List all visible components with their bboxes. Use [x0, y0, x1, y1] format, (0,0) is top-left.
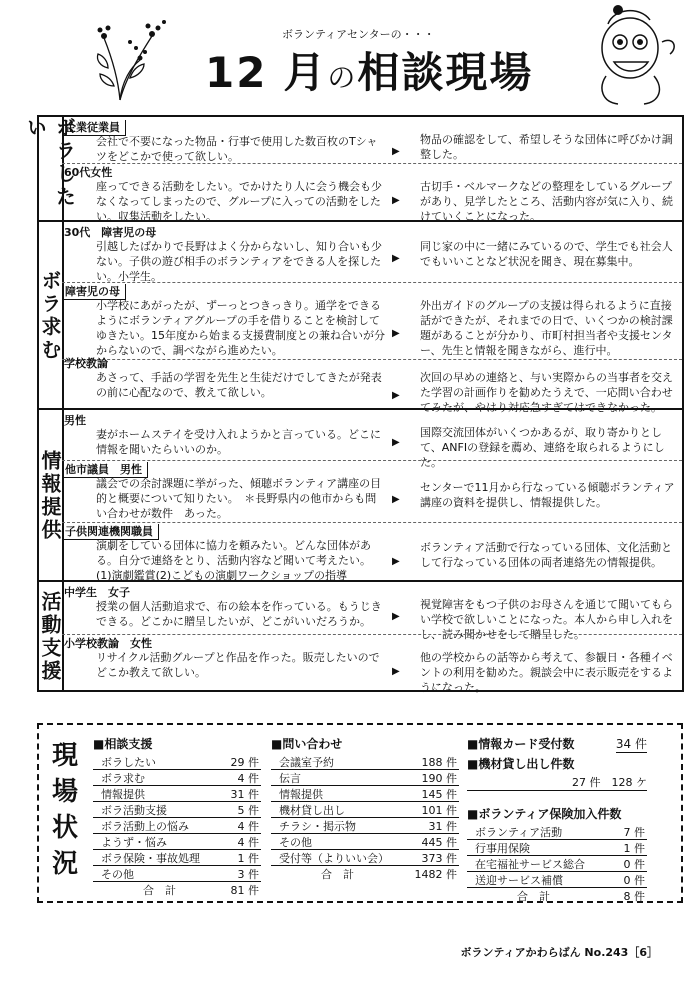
case-requester: 30代 障害児の母	[64, 226, 157, 239]
arrow-icon: ▶	[392, 666, 400, 677]
stat-row: ようず・悩み 4 件	[93, 834, 261, 850]
case-question: 妻がホームステイを受け入れようかと言っている。どこに情報を聞いたらいいのか。	[96, 428, 382, 456]
section-bora-motomu	[38, 220, 682, 414]
inquiry-header: ■問い合わせ	[271, 737, 343, 751]
stat-row: ボラ活動上の悩み 4 件	[93, 818, 261, 834]
arrow-icon: ▶	[392, 390, 400, 401]
stat-row: 情報提供 31 件	[93, 786, 261, 802]
stat-row: その他 445 件	[271, 834, 459, 850]
case-answer: 他の学校からの話等から考えて、参観日・各種イベントの利用を勧めた。親談会中に表示販売をするようになった。	[420, 651, 673, 694]
case-entry	[62, 165, 682, 223]
arrow-icon: ▶	[392, 146, 400, 157]
case-question: リサイクル活動グループと作品を作った。販売したいのでどこか教えて欲しい。	[96, 651, 380, 679]
section-label: ボラ求む	[39, 222, 64, 410]
case-answer: 同じ家の中に一緒にみているので、学生でも社会人でもいいことなど状況を聞き、現在募集中。	[420, 240, 673, 268]
case-requester: 子供関連機関職員	[64, 524, 159, 540]
stat-row: チラシ・掲示物 31 件	[271, 818, 459, 834]
equipment-lending-label: ■機材貸し出し件数	[467, 757, 575, 771]
section-bora-shitai	[23, 117, 682, 223]
case-entry	[62, 462, 682, 522]
insurance-header: ■ボランティア保険加入件数	[467, 807, 622, 821]
stat-row: 送迎サービス補償 0 件	[467, 872, 647, 888]
case-question: 演劇をしている団体に協力を頼みたい。どんな団体がある。自分で連絡をとり、活動内容など聞いて考えたい。(1)演劇鑑賞(2)こどもの演劇ワークショップの指導	[96, 539, 371, 582]
case-question: 議会での余討課題に挙がった、傾聴ボランティア講座の目的と概要について知りたい。 ＊長野県内の他市からも問い合わせが数件 あった。	[96, 477, 382, 520]
case-question: 小学校にあがったが、ずーっとつきっきり。通学をできるようにボランティアグループの手を借りることを検討してゆきたい。15年度から始まる支援費制度との兼ね合いが分からないので、調べながら進めたい。	[96, 299, 385, 357]
section-label: 情報提供	[39, 410, 64, 582]
case-requester: 企業従業員	[64, 120, 126, 136]
title-number: 12	[205, 48, 268, 97]
cartoon-mascot-illustration	[578, 2, 683, 107]
stat-row: 会議室予約 188 件	[271, 754, 459, 770]
case-answer: 物品の確認をして、希望しそうな団体に呼びかけ調整した。	[420, 133, 673, 161]
case-entry	[62, 284, 682, 357]
consult-header: ■相談支援	[93, 737, 153, 751]
case-requester: 中学生 女子	[64, 586, 130, 599]
stat-row: 機材貸し出し 101 件	[271, 802, 459, 818]
case-entry	[62, 524, 682, 582]
case-question: 引越したばかりで長野はよく分からないし、知り合いも少ない。子供の遊び相手のボランティアをできる人を探したい。小学生。	[96, 240, 382, 283]
info-card-count: ■情報カード受付数 34 件	[467, 737, 647, 751]
stat-row: 受付等（よりいい会） 373 件	[271, 850, 459, 866]
section-joho-teikyo	[39, 408, 682, 582]
case-question: 授業の個人活動追求で、布の絵本を作っている。もうじき できる。どこかに贈呈したいが、どこがいいだろうか。	[96, 600, 382, 628]
section-label: ボラしたい	[39, 117, 64, 220]
arrow-icon: ▶	[392, 328, 400, 339]
consult-support-column	[93, 735, 261, 897]
arrow-icon: ▶	[392, 253, 400, 264]
case-answer: 外出ガイドのグループの支援は得られるように直接話ができたが、それまでの日で、いくつかの検討課題があることが分かり、市町村担当者や支援センター、先生と情報を聞きながら、進行中。	[420, 299, 673, 357]
status-summary-box	[37, 723, 683, 903]
case-answer: 視覚障害をもつ子供のお母さんを通じて聞いてもらい学校で欲しいことになった。本人から申し入れをし、読み聞かせをして贈呈した。	[420, 598, 673, 641]
page-title	[205, 40, 533, 100]
consultation-table	[23, 115, 684, 694]
case-requester: 男性	[64, 414, 86, 427]
case-question: あさって、手話の学習を先生と生徒だけでしてきたが発表の前に心配なので、教えて欲しい。	[96, 371, 382, 399]
cards-and-insurance-column	[467, 735, 647, 903]
case-entry	[62, 120, 682, 164]
case-requester: 学校教論	[64, 357, 108, 370]
case-question: 会社で不要になった物品・行事で使用した数百枚のTシャツをどこかで使って欲しい。	[96, 135, 378, 163]
case-entry	[62, 225, 682, 283]
title-particle: の	[327, 61, 358, 94]
inquiry-column	[271, 735, 459, 881]
case-requester: 小学校教論 女性	[64, 637, 152, 650]
stat-row: ボラ求む 4 件	[93, 770, 261, 786]
stat-row: 在宅福祉サービス総合 0 件	[467, 856, 647, 872]
case-answer: 国際交流団体がいくつかあるが、取り寄かりとして、ANFIの登録を薦め、連絡を取られるようにした。	[420, 426, 665, 469]
title-month: 月	[283, 48, 328, 97]
stat-row: 情報提供 145 件	[271, 786, 459, 802]
case-answer: 次回の早めの連絡と、与い実際からの当事者を交えた学習の計画作りを勧めたうえで、一応問い合わせてみたが、やはり対応急すぎてはできなかった。	[420, 371, 673, 414]
insurance-total: 合 計 8 件	[517, 890, 645, 903]
arrow-icon: ▶	[392, 556, 400, 567]
case-answer: 古切手・ベルマークなどの整理をしているグループがあり、見学したところ、活動内容が気に入り、続けていくことになった。	[420, 180, 673, 223]
case-requester: 60代女性	[64, 166, 113, 179]
arrow-icon: ▶	[392, 195, 400, 206]
case-entry	[62, 636, 682, 692]
arrow-icon: ▶	[392, 611, 400, 622]
header-kicker: ボランティアセンターの・・・	[282, 28, 435, 41]
stat-row: ボラ保険・事故処理 1 件	[93, 850, 261, 866]
case-requester: 障害児の母	[64, 284, 126, 300]
inquiry-total: 合 計 1482 件	[321, 868, 457, 881]
case-entry	[62, 356, 682, 414]
arrow-icon: ▶	[392, 494, 400, 505]
arrow-icon: ▶	[392, 437, 400, 448]
stat-row: その他 3 件	[93, 866, 261, 882]
stat-row: ボラ活動支援 5 件	[93, 802, 261, 818]
stat-row: 伝言 190 件	[271, 770, 459, 786]
case-answer: センターで11月から行なっている傾聴ボランティア講座の資料を提供し、情報提供した。	[420, 481, 675, 509]
stat-row: ボラしたい 29 件	[93, 754, 261, 770]
case-entry	[62, 413, 682, 469]
section-label: 活動支援	[39, 582, 64, 692]
case-question: 座ってできる活動をしたい。でかけたり人に会う機会も少なくなってしまったので、グループに入っての活動をしたい。収集活動をしたい。	[96, 180, 382, 223]
consult-total: 合 計 81 件	[143, 884, 259, 897]
stat-row: ボランティア活動 7 件	[467, 824, 647, 840]
case-entry	[62, 585, 682, 641]
stat-row: 行事用保険 1 件	[467, 840, 647, 856]
section-katsudo-shien	[39, 580, 682, 692]
case-answer: ボランティア活動で行なっている団体、文化活動として行なっている団体の両者連絡先の情報提供。	[420, 541, 673, 569]
title-main: 相談現場	[357, 48, 534, 97]
status-label: 現場状況	[47, 741, 78, 885]
case-requester: 他市議員 男性	[64, 462, 148, 478]
flower-illustration	[90, 8, 180, 103]
equipment-lending-value: 27 件 128 ケ	[467, 774, 647, 791]
page-footer: ボランティアかわらばん No.243［6］	[460, 946, 658, 959]
